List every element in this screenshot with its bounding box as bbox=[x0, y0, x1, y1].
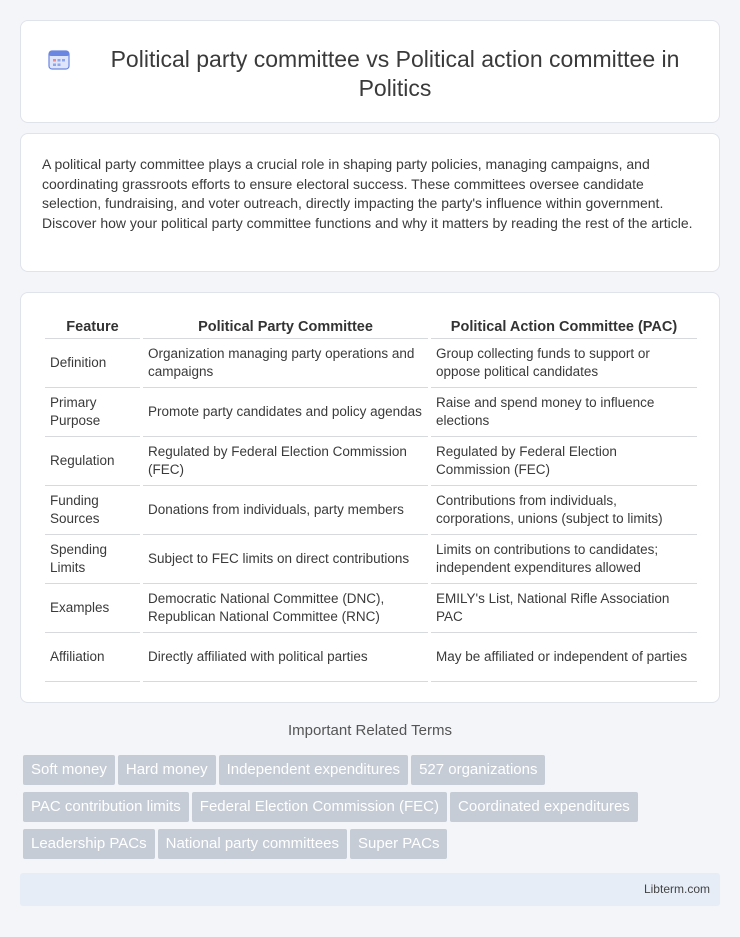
column-header-feature: Feature bbox=[45, 313, 140, 339]
feature-cell: Funding Sources bbox=[45, 486, 140, 535]
related-term-tag[interactable]: PAC contribution limits bbox=[23, 792, 189, 822]
feature-cell: Affiliation bbox=[45, 633, 140, 682]
footer-site-link[interactable]: Libterm.com bbox=[643, 882, 710, 896]
comparison-table-card bbox=[20, 292, 720, 703]
party-committee-cell: Promote party candidates and policy agendas bbox=[143, 388, 428, 437]
related-term-tag[interactable]: Independent expenditures bbox=[219, 755, 408, 785]
intro-paragraph: A political party committee plays a crucial role in shaping party policies, managing campaigns, and coordinating grassroots efforts to ensure electoral success. These committees oversee candidate selection, fundraising, and voter outreach, directly impacting the party's influence within government. Discover how your political party committee functions and why it matters by reading the rest of the article. bbox=[42, 156, 693, 231]
table-header-row bbox=[45, 313, 697, 339]
table-row bbox=[45, 388, 697, 437]
pac-cell: Raise and spend money to influence elections bbox=[431, 388, 697, 437]
calendar-icon bbox=[48, 48, 70, 70]
pac-cell: EMILY's List, National Rifle Association PAC bbox=[431, 584, 697, 633]
related-term-tag[interactable]: National party committees bbox=[158, 829, 347, 859]
feature-cell: Examples bbox=[45, 584, 140, 633]
party-committee-cell: Donations from individuals, party members bbox=[143, 486, 428, 535]
related-terms-heading: Important Related Terms bbox=[288, 722, 452, 739]
related-term-tag[interactable]: Federal Election Commission (FEC) bbox=[192, 792, 447, 822]
feature-cell: Regulation bbox=[45, 437, 140, 486]
party-committee-cell: Organization managing party operations and campaigns bbox=[143, 339, 428, 388]
related-terms-list bbox=[23, 755, 723, 866]
table-row bbox=[45, 633, 697, 682]
related-term-tag[interactable]: Leadership PACs bbox=[23, 829, 155, 859]
title-card bbox=[20, 20, 720, 123]
pac-cell: Regulated by Federal Election Commission (FEC) bbox=[431, 437, 697, 486]
page-title: Political party committee vs Political action committee in Politics bbox=[110, 46, 680, 101]
related-term-tag[interactable]: 527 organizations bbox=[411, 755, 545, 785]
party-committee-cell: Regulated by Federal Election Commission (FEC) bbox=[143, 437, 428, 486]
pac-cell: Contributions from individuals, corporations, unions (subject to limits) bbox=[431, 486, 697, 535]
column-header-party-committee: Political Party Committee bbox=[143, 313, 428, 339]
related-term-tag[interactable]: Soft money bbox=[23, 755, 115, 785]
feature-cell: Primary Purpose bbox=[45, 388, 140, 437]
party-committee-cell: Directly affiliated with political parties bbox=[143, 633, 428, 682]
comparison-table bbox=[42, 313, 700, 682]
table-row bbox=[45, 584, 697, 633]
pac-cell: Group collecting funds to support or oppose political candidates bbox=[431, 339, 697, 388]
footer bbox=[20, 873, 720, 906]
column-header-pac: Political Action Committee (PAC) bbox=[431, 313, 697, 339]
table-row bbox=[45, 486, 697, 535]
table-row bbox=[45, 339, 697, 388]
related-term-tag[interactable]: Coordinated expenditures bbox=[450, 792, 638, 822]
feature-cell: Spending Limits bbox=[45, 535, 140, 584]
pac-cell: Limits on contributions to candidates; independent expenditures allowed bbox=[431, 535, 697, 584]
party-committee-cell: Democratic National Committee (DNC), Republican National Committee (RNC) bbox=[143, 584, 428, 633]
party-committee-cell: Subject to FEC limits on direct contributions bbox=[143, 535, 428, 584]
pac-cell: May be affiliated or independent of parties bbox=[431, 633, 697, 682]
feature-cell: Definition bbox=[45, 339, 140, 388]
intro-card bbox=[20, 133, 720, 272]
table-row bbox=[45, 437, 697, 486]
related-term-tag[interactable]: Super PACs bbox=[350, 829, 447, 859]
related-term-tag[interactable]: Hard money bbox=[118, 755, 216, 785]
table-row bbox=[45, 535, 697, 584]
